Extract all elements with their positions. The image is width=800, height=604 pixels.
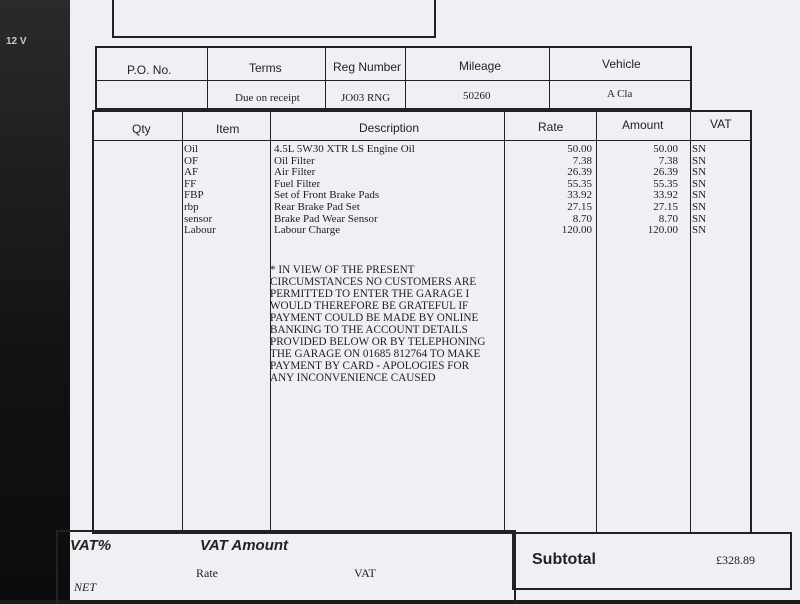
notice-line: * IN VIEW OF THE PRESENT — [270, 264, 415, 276]
col-amount-header: Amount — [622, 118, 664, 132]
table-row-rate: 27.15 — [567, 200, 592, 213]
table-row-rate: 7.38 — [572, 154, 592, 167]
subtotal-label: Subtotal — [532, 551, 596, 568]
notice-line: BANKING TO THE ACCOUNT DETAILS — [270, 324, 468, 336]
notice-line: PROVIDED BELOW OR BY TELEPHONING — [270, 336, 486, 348]
table-row-amount: 33.92 — [653, 189, 678, 202]
notice-line: PERMITTED TO ENTER THE GARAGE I — [270, 288, 470, 300]
table-row-amount: 27.15 — [653, 200, 678, 213]
table-row-rate: 33.92 — [567, 189, 592, 202]
top-address-box — [112, 0, 436, 38]
table-row-item: Labour — [184, 224, 216, 237]
table-row-amount: 120.00 — [647, 224, 678, 237]
net-label: NET — [74, 580, 97, 594]
table-row-rate: 50.00 — [567, 143, 592, 155]
table-row-description: Air Filter — [274, 166, 316, 179]
notice-line: THE GARAGE ON 01685 812764 TO MAKE — [270, 348, 481, 360]
header-mileage-value: 50260 — [463, 90, 491, 102]
table-row-rate: 120.00 — [561, 224, 592, 237]
notice-line: ANY INCONVENIENCE CAUSED — [270, 372, 436, 384]
header-reg-value: JO03 RNG — [341, 92, 391, 104]
table-row-description: Set of Front Brake Pads — [274, 189, 380, 202]
covid-payment-notice — [270, 264, 520, 384]
table-row-amount: 50.00 — [653, 143, 678, 155]
header-vehicle-label: Vehicle — [602, 57, 641, 71]
vat-percent-label: VAT% — [70, 537, 112, 554]
table-row-vat: SN — [692, 224, 707, 237]
table-row-vat: SN — [692, 154, 707, 167]
vat-amount-label: VAT Amount — [200, 537, 289, 554]
table-row-description: 4.5L 5W30 XTR LS Engine Oil — [274, 143, 415, 155]
table-row-item: OF — [184, 154, 199, 167]
table-row-amount: 8.70 — [658, 212, 678, 225]
table-row-vat: SN — [692, 177, 707, 190]
table-row-item: AF — [184, 166, 199, 179]
table-row-amount: 55.35 — [653, 177, 678, 190]
table-row-description: Rear Brake Pad Set — [274, 200, 360, 213]
item-descriptions — [274, 144, 415, 237]
dashboard-label: 12 V — [6, 36, 27, 47]
table-row-description: Labour Charge — [274, 224, 341, 237]
table-row-rate: 8.70 — [572, 212, 592, 225]
table-row-description: Brake Pad Wear Sensor — [274, 212, 378, 225]
vat-label: VAT — [354, 566, 376, 580]
table-row-rate: 26.39 — [567, 166, 592, 179]
table-row-item: rbp — [184, 200, 199, 213]
table-row-vat: SN — [692, 143, 707, 155]
table-row-item: FF — [184, 177, 197, 190]
header-table — [95, 46, 692, 110]
header-mileage-label: Mileage — [459, 59, 502, 73]
table-row-amount: 26.39 — [653, 166, 678, 179]
item-amounts — [606, 144, 678, 237]
header-vehicle-value: A Cla — [607, 88, 633, 100]
table-row-vat: SN — [692, 189, 707, 202]
table-row-vat: SN — [692, 166, 707, 179]
table-row-item: Oil — [184, 143, 199, 155]
notice-line: WOULD THEREFORE BE GRATEFUL IF — [270, 300, 469, 312]
table-row-rate: 55.35 — [567, 177, 592, 190]
table-row-item: sensor — [184, 212, 213, 225]
col-qty-header: Qty — [132, 122, 151, 136]
item-rates — [520, 144, 592, 237]
notice-line: PAYMENT BY CARD - APOLOGIES FOR — [270, 360, 470, 372]
col-rate-header: Rate — [538, 120, 564, 134]
subtotal-value: £328.89 — [716, 553, 755, 567]
table-row-description: Oil Filter — [274, 154, 315, 167]
col-description-header: Description — [359, 121, 420, 135]
header-reg-label: Reg Number — [333, 60, 402, 74]
header-po-label: P.O. No. — [127, 63, 172, 77]
table-row-amount: 7.38 — [658, 154, 678, 167]
item-vat-codes — [692, 144, 706, 237]
table-row-vat: SN — [692, 212, 707, 225]
header-terms-label: Terms — [249, 61, 282, 75]
table-row-item: FBP — [184, 189, 204, 202]
table-row-vat: SN — [692, 200, 707, 213]
col-vat-header: VAT — [710, 117, 732, 131]
notice-line: CIRCUMSTANCES NO CUSTOMERS ARE — [270, 276, 477, 288]
notice-line: PAYMENT COULD BE MADE BY ONLINE — [270, 312, 479, 324]
table-row-description: Fuel Filter — [274, 177, 321, 190]
item-codes — [184, 144, 216, 237]
rate-label: Rate — [196, 566, 218, 580]
col-item-header: Item — [216, 122, 240, 136]
header-terms-value: Due on receipt — [235, 92, 300, 104]
